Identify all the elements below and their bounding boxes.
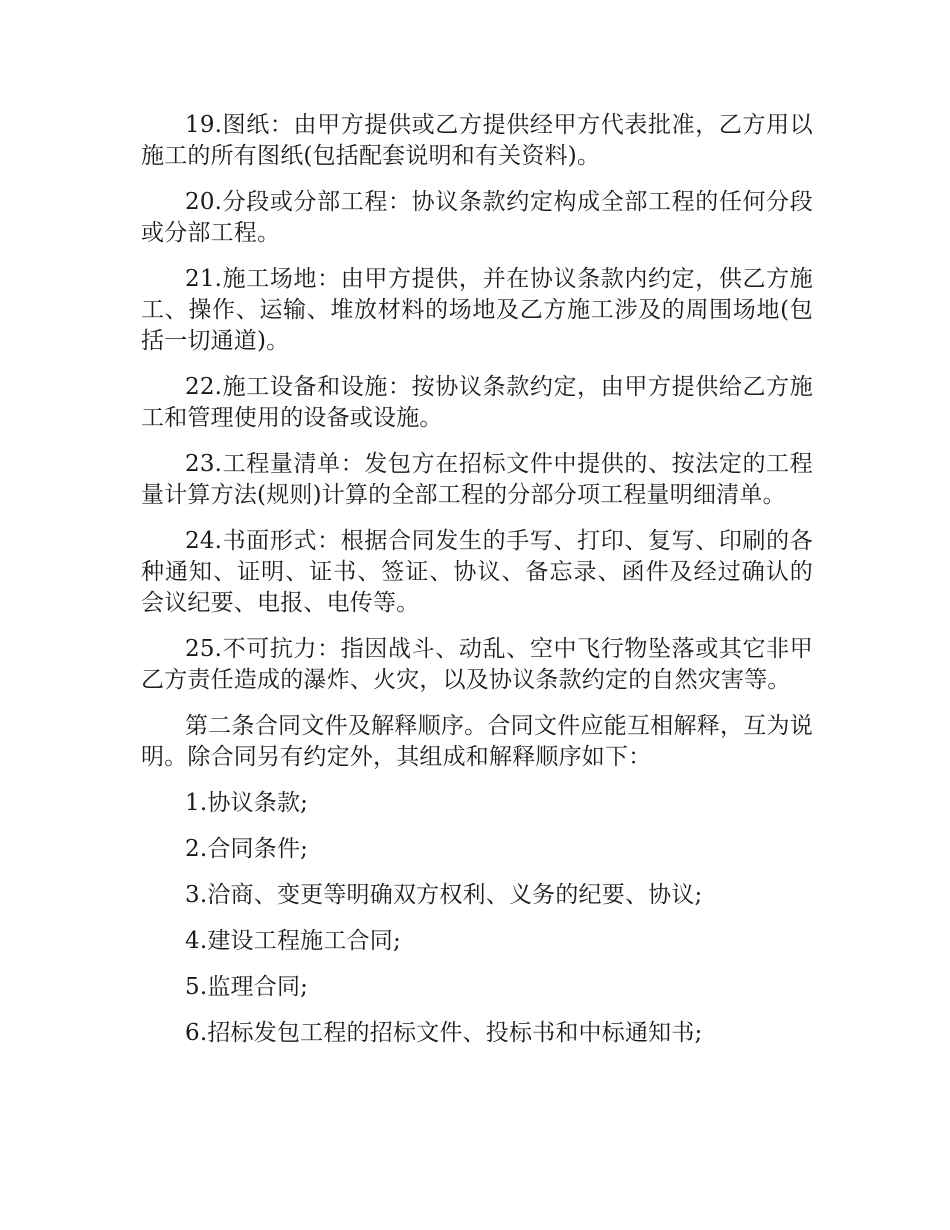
list-item: 3.洽商、变更等明确双方权利、义务的纪要、协议; bbox=[185, 882, 703, 908]
clause-20-sections: 20.分段或分部工程：协议条款约定构成全部工程的任何分段或分部工程。 bbox=[141, 189, 813, 246]
clause-23-bill-of-quantities: 23.工程量清单：发包方在招标文件中提供的、按法定的工程量计算方法(规则)计算的全部工程的分部分项工程量明细清单。 bbox=[141, 451, 813, 508]
document-body bbox=[141, 110, 813, 1064]
list-item: 2.合同条件; bbox=[185, 836, 309, 862]
article-2-contract-documents: 第二条合同文件及解释顺序。合同文件应能互相解释，互为说明。除合同另有约定外，其组成和解释顺序如下： bbox=[141, 713, 813, 770]
clause-19-drawings: 19.图纸：由甲方提供或乙方提供经甲方代表批准，乙方用以施工的所有图纸(包括配套说明和有关资料)。 bbox=[141, 112, 813, 169]
list-item: 5.监理合同; bbox=[185, 974, 309, 1000]
clause-21-site: 21.施工场地：由甲方提供，并在协议条款内约定，供乙方施工、操作、运输、堆放材料的场地及乙方施工涉及的周围场地(包括一切通道)。 bbox=[141, 266, 813, 354]
list-item: 4.建设工程施工合同; bbox=[185, 928, 401, 954]
clause-24-written-form: 24.书面形式：根据合同发生的手写、打印、复写、印刷的各种通知、证明、证书、签证、协议、备忘录、函件及经过确认的会议纪要、电报、电传等。 bbox=[141, 528, 813, 616]
list-item: 1.协议条款; bbox=[185, 790, 309, 816]
clause-22-equipment: 22.施工设备和设施：按协议条款约定，由甲方提供给乙方施工和管理使用的设备或设施。 bbox=[141, 374, 813, 431]
clause-25-force-majeure: 25.不可抗力：指因战斗、动乱、空中飞行物坠落或其它非甲乙方责任造成的瀑炸、火灾，以及协议条款约定的自然灾害等。 bbox=[141, 636, 813, 693]
list-item: 6.招标发包工程的招标文件、投标书和中标通知书; bbox=[185, 1020, 703, 1046]
